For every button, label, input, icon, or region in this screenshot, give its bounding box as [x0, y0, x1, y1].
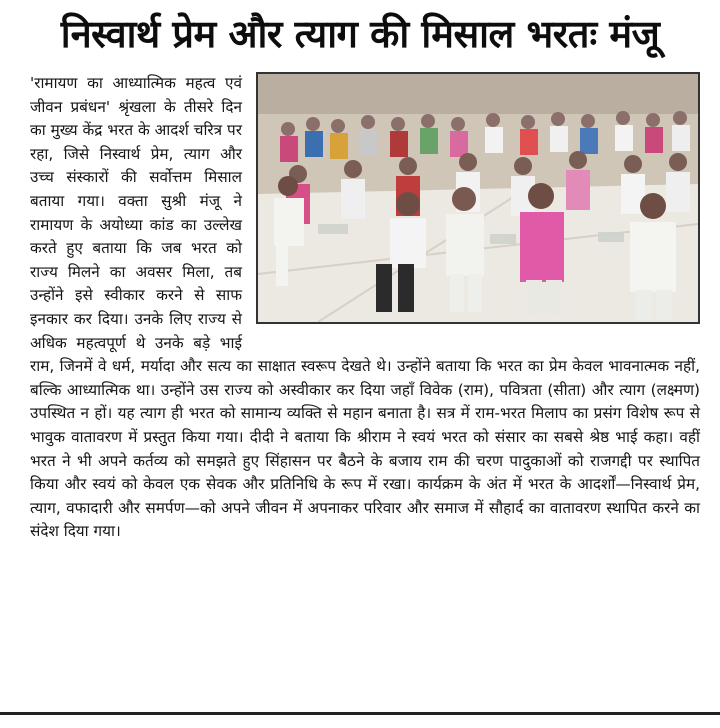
article-paragraph: 'रामायण का आध्यात्मिक महत्व एवं जीवन प्रबंधन' श्रृंखला के तीसरे दिन का मुख्य केंद्र भरत के आदर्श चरित्र पर रहा, जिसे निस्वार्थ प्रेम, त्याग और उच्च संस्कारों की सर्वोत्तम मिसाल बताया गया। वक्ता सुश्री मंजू ने रामायण के अयोध्या कांड का उल्लेख करते हुए बताया कि जब भरत को राज्य मिलने का अवसर मिला, तब उन्होंने इसे स्वीकार करने से साफ इनकार कर दिया। उनके लिए राज्य से अधिक महत्वपूर्ण थे उनके बड़े भाई राम, जिनमें वे धर्म, मर्यादा और सत्य का साक्षात स्वरूप देखते थे। उन्होंने बताया कि भरत का प्रेम केवल भावनात्मक नहीं, बल्कि आध्यात्मिक था। उन्होंने उस राज्य को अस्वीकार कर दिया जहाँ विवेक (राम), पवित्रता (सीता) और त्याग (लक्ष्मण) उपस्थित न हों। यह त्याग ही भरत को सामान्य व्यक्ति से महान बनाता है। सत्र में राम-भरत मिलाप का प्रसंग विशेष रूप से भावुक वातावरण में प्रस्तुत किया गया। दीदी ने बताया कि श्रीराम ने स्वयं भरत को संसार का सबसे श्रेष्ठ भाई कहा। वहीं भरत ने भी अपने कर्तव्य को समझते हुए सिंहासन पर बैठने के बजाय राम की चरण पादुकाओं को राजगद्दी पर स्थापित किया और स्वयं को केवल एक सेवक और प्रतिनिधि के रूप में रखा। कार्यक्रम के अंत में भरत के आदर्शों—निस्वार्थ प्रेम, त्याग, वफादारी और समर्पण—को अपने जीवन में अपनाकर परिवार और समाज में सौहार्द का वातावरण स्थापित करने का संदेश दिया गया।	[30, 74, 700, 541]
article-body	[30, 72, 700, 544]
audience-photo-icon	[258, 74, 698, 322]
headline: निस्वार्थ प्रेम और त्याग की मिसाल भरतः मंजू	[60, 12, 660, 56]
bottom-rule	[0, 712, 720, 715]
audience-photo	[256, 72, 700, 324]
